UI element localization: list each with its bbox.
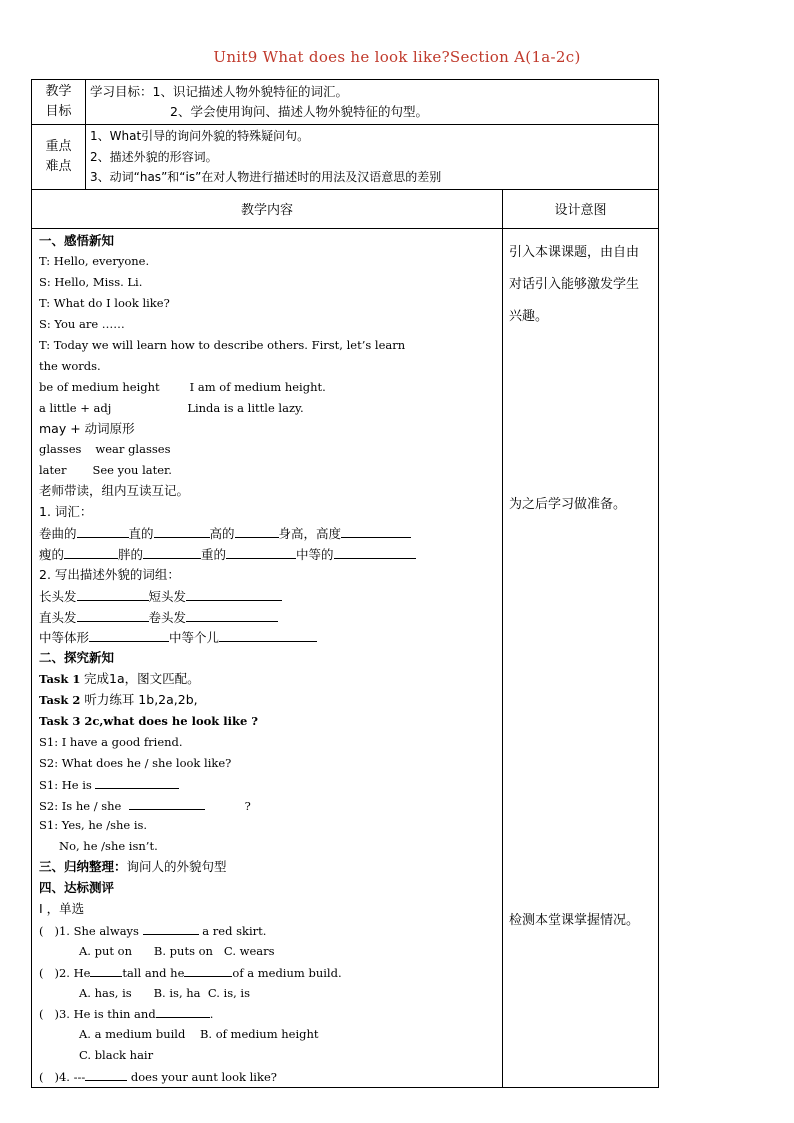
word-example: Linda is a little lazy. <box>187 400 304 415</box>
intent-cell <box>503 228 659 1088</box>
dialog-line: T: Hello, everyone. <box>39 254 150 269</box>
goals-label-2: 目标 <box>45 104 72 119</box>
keypoint-3: 3、动词“has”和“is”在对人物进行描述时的用法及汉语意思的差别 <box>90 170 442 184</box>
conversation-line: S1: I have a good friend. <box>39 734 183 749</box>
answer-blank[interactable] <box>184 962 232 977</box>
phrase-medium-build: 中等体形 <box>39 630 90 646</box>
section-3-heading: 三、归纳整理： <box>39 859 127 875</box>
answer-blank[interactable] <box>89 627 169 642</box>
question-text: ( )2. He <box>39 965 91 980</box>
goal-line-2: 2、学会使用询问、描述人物外貌特征的句型。 <box>170 104 428 119</box>
dialog-line: S: Hello, Miss. Li. <box>39 275 143 290</box>
word-phrase: glasses <box>39 442 82 457</box>
vocab-straight: 直的 <box>128 525 154 541</box>
task-text: 完成1a，图文匹配。 <box>84 671 200 687</box>
phrase-title: 2. 写出描述外貌的词组： <box>39 566 180 582</box>
conversation-line <box>39 774 502 795</box>
question-3-options: A. a medium build B. of medium height <box>79 1027 319 1042</box>
content-header: 教学内容 <box>32 189 503 228</box>
word-example: See you later. <box>92 463 172 478</box>
question-text: . <box>209 1007 214 1022</box>
answer-blank[interactable] <box>64 544 118 559</box>
answer-blank[interactable] <box>186 586 282 601</box>
conversation-line: No, he /she isn’t. <box>59 839 158 854</box>
word-line <box>39 460 502 481</box>
word-phrase: a little + adj <box>39 400 112 415</box>
answer-blank[interactable] <box>235 523 279 538</box>
keypoints-label-1: 重点 <box>45 138 72 154</box>
answer-blank[interactable] <box>154 523 210 538</box>
vocab-tall: 高的 <box>209 525 235 541</box>
vocab-medium: 中等的 <box>296 546 334 562</box>
question-text: ( )3. He is thin and <box>39 1007 156 1022</box>
intent-1-line-1: 引入本课课题，由自由 <box>509 244 640 260</box>
task-3: Task 3 2c,what does he look like ? <box>39 713 259 728</box>
word-line: may + 动词原形 <box>39 420 135 436</box>
phrase-line-1 <box>39 586 502 607</box>
keypoint-2: 2、描述外貌的形容词。 <box>90 149 218 164</box>
question-text: of a medium build. <box>232 965 342 980</box>
teacher-note: 老师带读，组内互读互记。 <box>39 483 190 499</box>
answer-blank[interactable] <box>219 627 317 642</box>
question-text: a red skirt. <box>202 923 267 938</box>
word-line <box>39 377 502 398</box>
vocab-line-2 <box>39 544 502 565</box>
phrase-straight-hair: 直头发 <box>39 609 77 625</box>
intent-1-line-3: 兴趣。 <box>509 308 549 324</box>
dialog-line: T: Today we will learn how to describe others. First, let’s learn <box>39 337 406 352</box>
vocab-heavy: 重的 <box>201 546 227 562</box>
phrase-line-3 <box>39 627 502 648</box>
task-label: Task 1 <box>39 672 81 687</box>
question-text: ( )4. --- <box>39 1070 86 1085</box>
goals-label-cell <box>32 80 86 125</box>
content-cell <box>32 228 503 1088</box>
word-line <box>39 398 502 419</box>
question-3-options: C. black hair <box>79 1048 154 1063</box>
single-choice-title: I ，单选 <box>39 901 85 916</box>
question-2 <box>39 962 502 983</box>
conversation-line: S1: Yes, he /she is. <box>39 818 148 833</box>
section-1-heading: 一、感悟新知 <box>39 232 115 248</box>
task-2 <box>39 690 502 711</box>
word-example: wear glasses <box>95 442 171 457</box>
conversation-line <box>39 795 502 816</box>
answer-blank[interactable] <box>90 962 122 977</box>
page-title: Unit9 What does he look like?Section A(1a-2c) <box>213 48 581 66</box>
word-phrase: later <box>39 463 67 478</box>
goal-line-1: 学习目标：1、识记描述人物外貌特征的词汇。 <box>90 84 348 99</box>
intent-header: 设计意图 <box>503 189 659 228</box>
dialog-line: S: You are …… <box>39 317 125 332</box>
answer-blank[interactable] <box>156 1003 210 1018</box>
answer-blank[interactable] <box>85 1066 127 1081</box>
phrase-line-2 <box>39 607 502 628</box>
vocab-height: 身高，高度 <box>278 525 342 541</box>
conversation-text: S1: He is <box>39 777 92 792</box>
body-row <box>32 228 659 1088</box>
word-example: I am of medium height. <box>189 379 326 394</box>
answer-blank[interactable] <box>129 795 205 810</box>
question-2-options: A. has, is B. is, ha C. is, is <box>79 985 251 1000</box>
keypoints-row <box>32 125 659 190</box>
vocab-thin: 瘦的 <box>39 546 65 562</box>
phrase-short-hair: 短头发 <box>148 588 187 604</box>
section-4-heading: 四、达标测评 <box>39 880 115 896</box>
answer-blank[interactable] <box>341 523 411 538</box>
keypoints-cell <box>86 125 659 190</box>
lesson-plan-table <box>31 79 659 1088</box>
answer-blank[interactable] <box>143 544 201 559</box>
keypoint-1: 1、What引导的询问外貌的特殊疑问句。 <box>90 129 310 143</box>
phrase-medium-height: 中等个儿 <box>169 630 220 646</box>
dialog-line: T: What do I look like? <box>39 296 170 311</box>
word-phrase: be of medium height <box>39 379 160 394</box>
goals-row <box>32 80 659 125</box>
question-mark: ? <box>244 798 251 813</box>
dialog-line: the words. <box>39 358 101 373</box>
task-1 <box>39 669 502 690</box>
answer-blank[interactable] <box>77 586 149 601</box>
word-line <box>39 439 502 460</box>
vocab-curly: 卷曲的 <box>39 525 77 541</box>
section-3-line <box>39 857 502 878</box>
question-1-options: A. put on B. puts on C. wears <box>79 943 275 958</box>
question-text: ( )1. She always <box>39 923 139 938</box>
vocab-fat: 胖的 <box>118 546 144 562</box>
section-2-heading: 二、探究新知 <box>39 650 115 666</box>
answer-blank[interactable] <box>334 544 416 559</box>
answer-blank[interactable] <box>186 607 278 622</box>
section-3-text: 询问人的外貌句型 <box>126 859 227 875</box>
vocab-line-1 <box>39 523 502 544</box>
question-1 <box>39 920 502 941</box>
vocab-title: 1. 词汇： <box>39 504 93 520</box>
intent-2: 为之后学习做准备。 <box>509 496 627 512</box>
question-3 <box>39 1003 502 1024</box>
intent-3: 检测本堂课掌握情况。 <box>509 912 640 928</box>
goals-label-1: 教学 <box>45 84 72 99</box>
goals-cell <box>86 80 659 125</box>
answer-blank[interactable] <box>95 774 179 789</box>
answer-blank[interactable] <box>143 920 199 935</box>
question-text: tall and he <box>122 965 185 980</box>
answer-blank[interactable] <box>77 523 129 538</box>
question-4 <box>39 1066 502 1087</box>
keypoints-label-2: 难点 <box>45 158 72 174</box>
answer-blank[interactable] <box>77 607 149 622</box>
conversation-text: S2: Is he / she <box>39 798 122 813</box>
task-label: Task 2 <box>39 693 81 708</box>
header-row <box>32 189 659 228</box>
conversation-line: S2: What does he / she look like? <box>39 755 232 770</box>
answer-blank[interactable] <box>226 544 296 559</box>
phrase-curly-hair: 卷头发 <box>148 609 187 625</box>
phrase-long-hair: 长头发 <box>39 588 77 604</box>
intent-1-line-2: 对话引入能够激发学生 <box>509 276 640 292</box>
keypoints-label-cell <box>32 125 86 190</box>
task-text: 听力练耳 1b,2a,2b, <box>80 692 198 708</box>
question-text: does your aunt look like? <box>130 1070 277 1085</box>
